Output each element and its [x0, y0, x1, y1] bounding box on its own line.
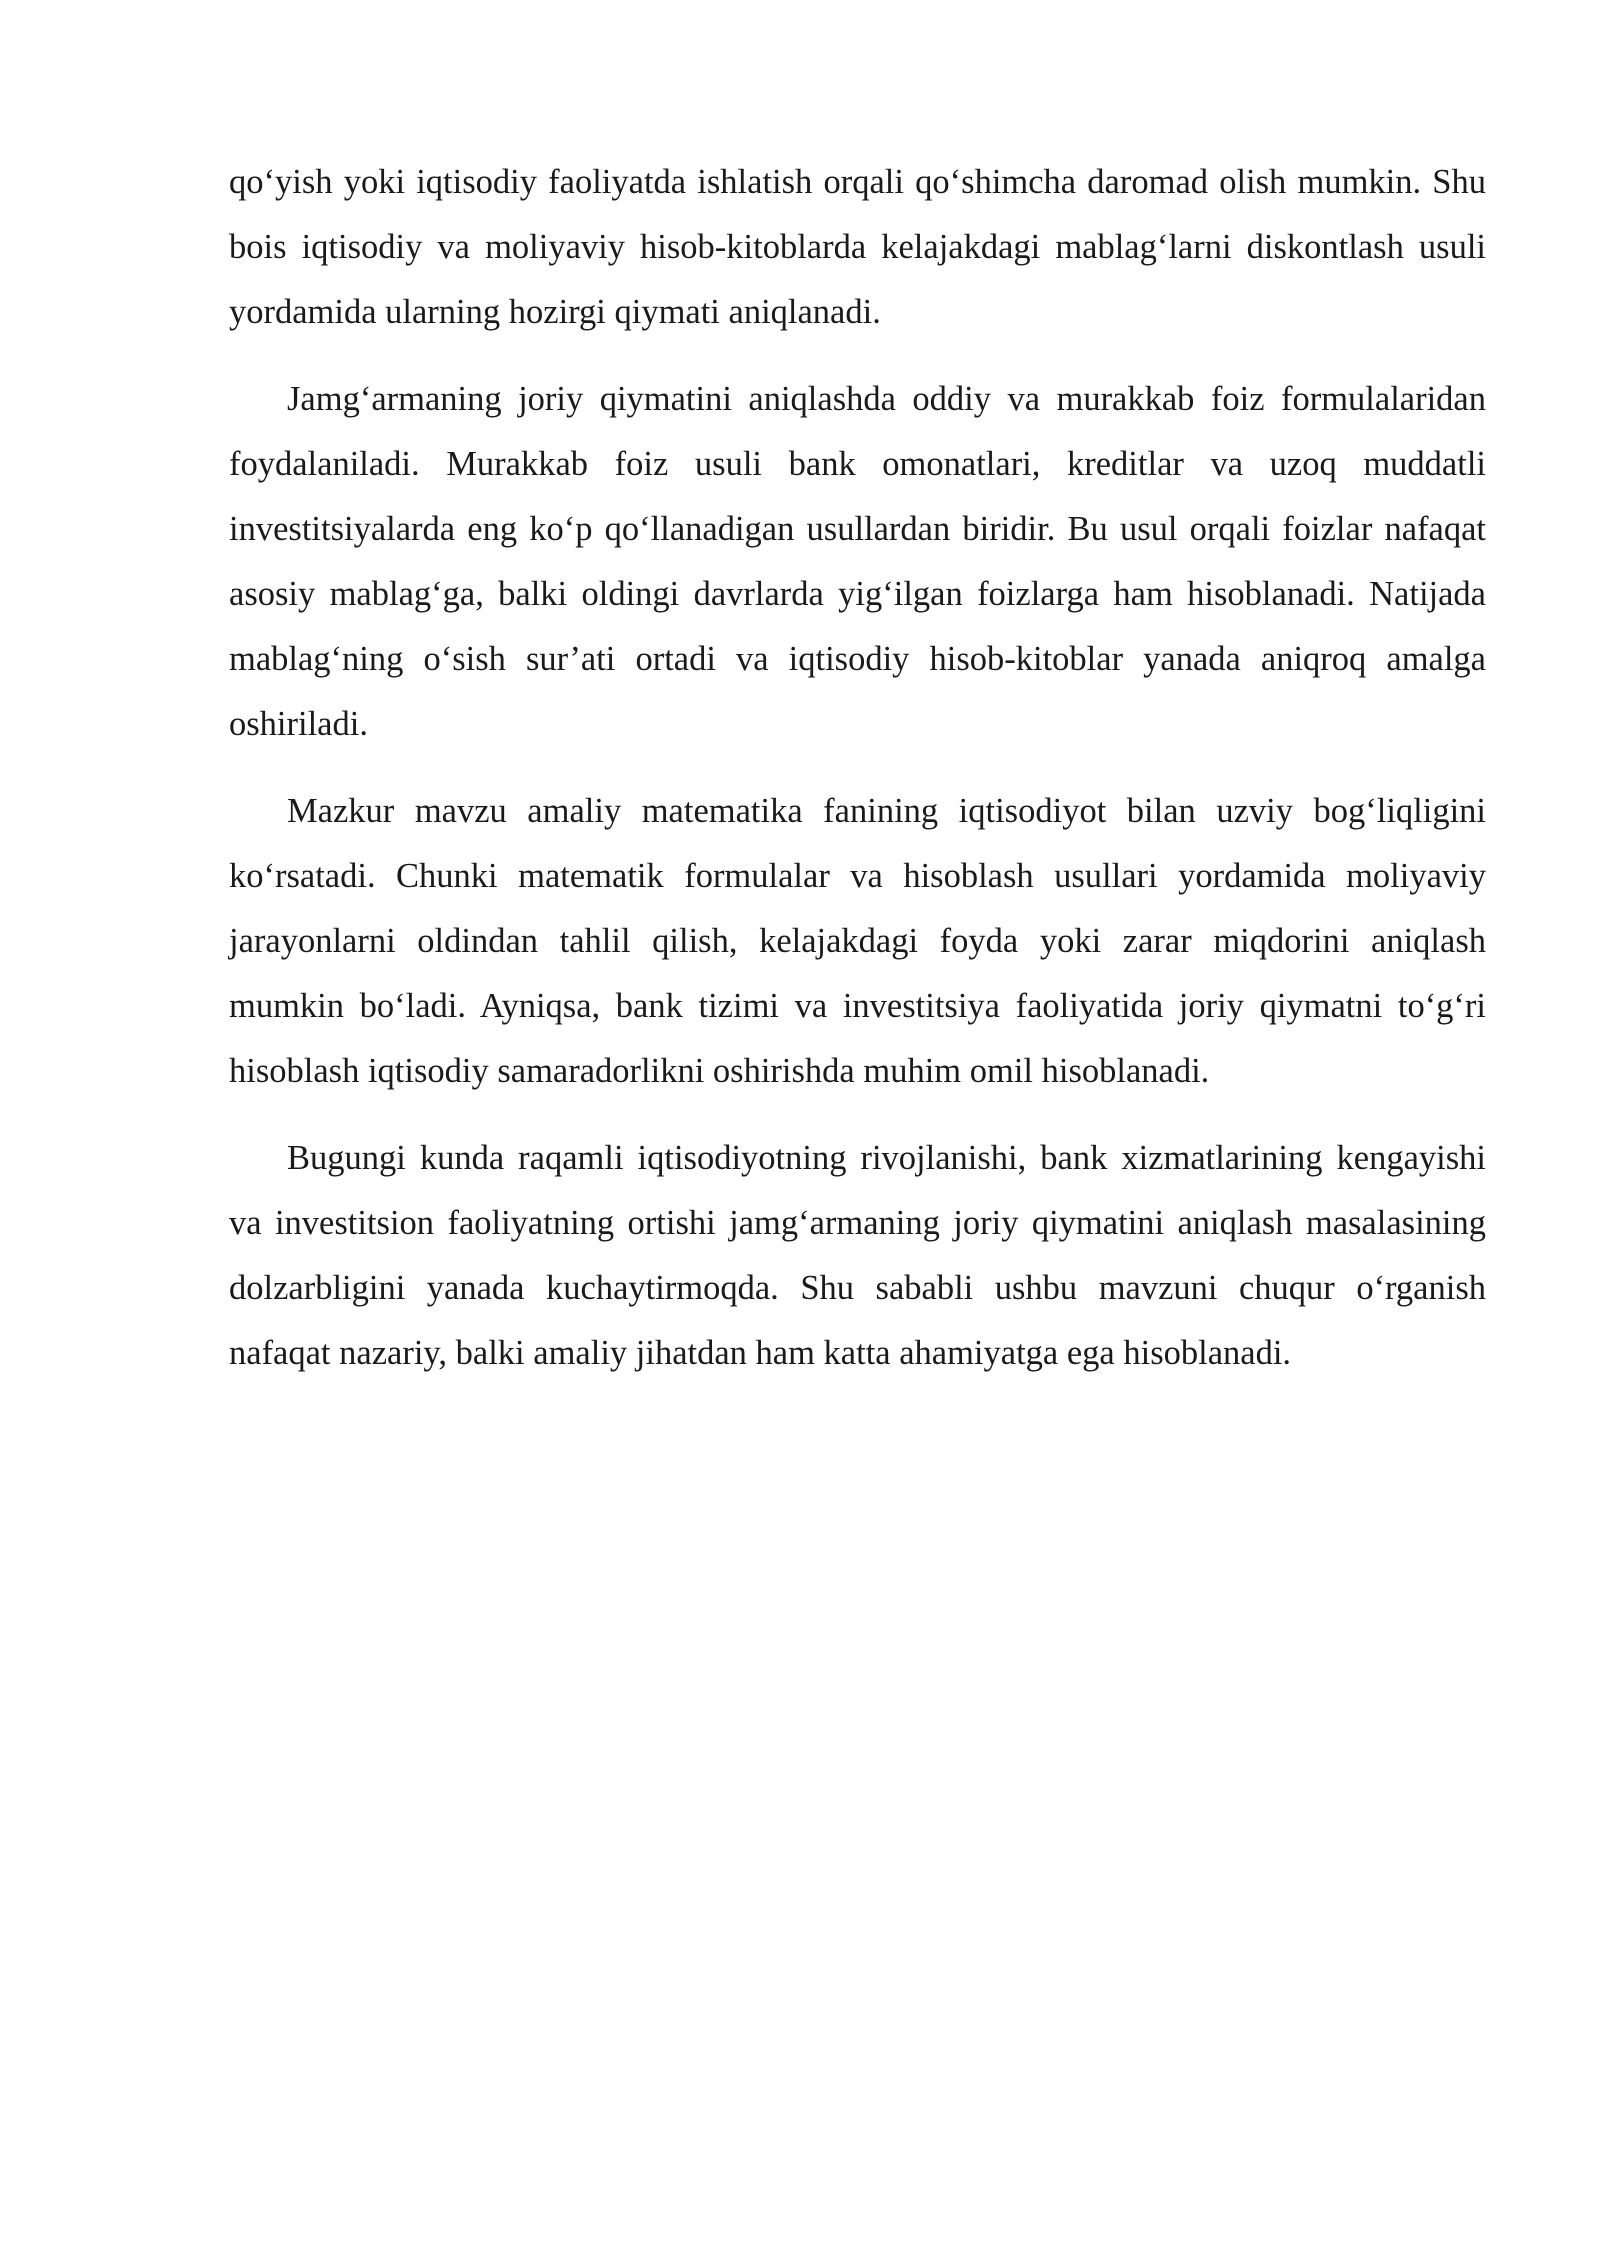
paragraph-1: qo‘yish yoki iqtisodiy faoliyatda ishlatish orqali qo‘shimcha daromad olish mumkin. Shu bois iqtisodiy va moliyaviy hisob-kitoblarda kelajakdagi mablag‘larni diskontlash usuli yordamida ularning hozirgi qiymati aniqlanadi. — [229, 163, 1486, 331]
body-text — [229, 150, 1486, 1408]
paragraph-4: Bugungi kunda raqamli iqtisodiyotning rivojlanishi, bank xizmatlarining kengayishi va investitsion faoliyatning ortishi jamg‘armaning joriy qiymatini aniqlash masalasining dolzarbligini yanada kuchaytirmoqda. Shu sababli ushbu mavzuni chuqur o‘rganish nafaqat nazariy, balki amaliy jihatdan ham katta ahamiyatga ega hisoblanadi. — [229, 1139, 1486, 1372]
paragraph-3: Mazkur mavzu amaliy matematika fanining iqtisodiyot bilan uzviy bog‘liqligini ko‘rsatadi. Chunki matematik formulalar va hisoblash usullari yordamida moliyaviy jarayonlarni oldindan tahlil qilish, kelajakdagi foyda yoki zarar miqdorini aniqlash mumkin bo‘ladi. Ayniqsa, bank tizimi va investitsiya faoliyatida joriy qiymatni to‘g‘ri hisoblash iqtisodiy samaradorlikni oshirishda muhim omil hisoblanadi. — [229, 792, 1486, 1090]
paragraph-2: Jamg‘armaning joriy qiymatini aniqlashda oddiy va murakkab foiz formulalaridan foydalaniladi. Murakkab foiz usuli bank omonatlari, kreditlar va uzoq muddatli investitsiyalarda eng ko‘p qo‘llanadigan usullardan biridir. Bu usul orqali foizlar nafaqat asosiy mablag‘ga, balki oldingi davrlarda yig‘ilgan foizlarga ham hisoblanadi. Natijada mablag‘ning o‘sish sur’ati ortadi va iqtisodiy hisob-kitoblar yanada aniqroq amalga oshiriladi. — [229, 380, 1486, 743]
